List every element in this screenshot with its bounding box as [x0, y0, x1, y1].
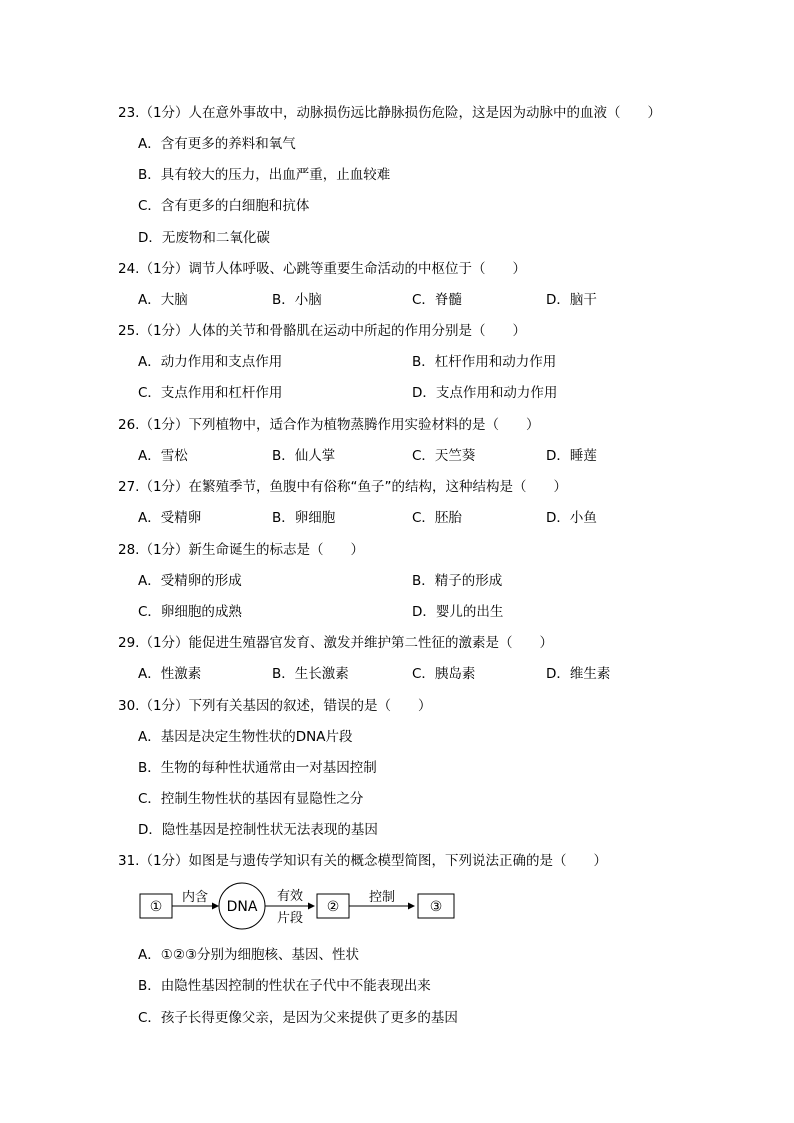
- diagram-arrow-1-label: 内含: [181, 890, 209, 905]
- question-23-option-c[interactable]: C．含有更多的白细胞和抗体: [138, 198, 310, 214]
- question-25-option-d[interactable]: D．支点作用和动力作用: [412, 385, 558, 401]
- question-24-option-d[interactable]: D．脑干: [546, 292, 597, 308]
- question-29-stem: 29.（1分）能促进生殖器官发育、激发并维护第二性征的激素是（ ）: [118, 635, 554, 651]
- question-31-stem: 31.（1分）如图是与遗传学知识有关的概念模型简图，下列说法正确的是（ ）: [118, 853, 608, 869]
- question-31-option-b[interactable]: B．由隐性基因控制的性状在子代中不能表现出来: [138, 978, 431, 994]
- question-28-option-b[interactable]: B．精子的形成: [412, 573, 503, 589]
- question-27-option-d[interactable]: D．小鱼: [546, 510, 597, 526]
- diagram-dna-label: DNA: [226, 899, 258, 915]
- question-27-stem: 27.（1分）在繁殖季节，鱼腹中有俗称“鱼子”的结构，这种结构是（ ）: [118, 479, 568, 495]
- question-23-option-b[interactable]: B．具有较大的压力，出血严重，止血较难: [138, 167, 391, 183]
- question-25-option-b[interactable]: B．杠杆作用和动力作用: [412, 354, 557, 370]
- question-24-option-b[interactable]: B．小脑: [272, 292, 322, 308]
- question-28-option-d[interactable]: D．婴儿的出生: [412, 604, 504, 620]
- question-25-option-c[interactable]: C．支点作用和杠杆作用: [138, 385, 283, 401]
- question-24-option-c[interactable]: C．脊髓: [412, 292, 462, 308]
- question-31-option-a[interactable]: A．①②③分别为细胞核、基因、性状: [138, 947, 360, 963]
- question-26-option-a[interactable]: A．雪松: [138, 448, 188, 464]
- question-26-stem: 26.（1分）下列植物中，适合作为植物蒸腾作用实验材料的是（ ）: [118, 417, 540, 433]
- question-29-option-d[interactable]: D．维生素: [546, 666, 611, 682]
- question-25-option-a[interactable]: A．动力作用和支点作用: [138, 354, 283, 370]
- question-24-option-a[interactable]: A．大脑: [138, 292, 188, 308]
- question-30-option-a[interactable]: A．基因是决定生物性状的DNA片段: [138, 729, 353, 745]
- question-30-option-c[interactable]: C．控制生物性状的基因有显隐性之分: [138, 791, 364, 807]
- concept-model-diagram: [138, 882, 468, 934]
- question-27-option-c[interactable]: C．胚胎: [412, 510, 462, 526]
- question-26-option-c[interactable]: C．天竺葵: [412, 448, 476, 464]
- diagram-box-1-label: ①: [149, 899, 163, 915]
- question-29-option-c[interactable]: C．胰岛素: [412, 666, 476, 682]
- question-28-option-c[interactable]: C．卵细胞的成熟: [138, 604, 242, 620]
- question-23-stem: 23.（1分）人在意外事故中，动脉损伤远比静脉损伤危险，这是因为动脉中的血液（ ）: [118, 105, 662, 121]
- question-25-stem: 25.（1分）人体的关节和骨骼肌在运动中所起的作用分别是（ ）: [118, 323, 527, 339]
- diagram-box-2-label: ②: [326, 899, 340, 915]
- question-29-option-b[interactable]: B．生长激素: [272, 666, 349, 682]
- question-26-option-b[interactable]: B．仙人掌: [272, 448, 336, 464]
- question-23-option-d[interactable]: D．无废物和二氧化碳: [138, 230, 270, 246]
- diagram-arrow-2-top-label: 有效: [276, 889, 304, 904]
- diagram-arrow-2-bottom-label: 片段: [276, 911, 304, 926]
- question-23-option-a[interactable]: A．含有更多的养料和氧气: [138, 136, 296, 152]
- question-27-option-a[interactable]: A．受精卵: [138, 510, 202, 526]
- question-26-option-d[interactable]: D．睡莲: [546, 448, 597, 464]
- question-27-option-b[interactable]: B．卵细胞: [272, 510, 336, 526]
- diagram-arrow-3-label: 控制: [368, 890, 396, 905]
- question-28-stem: 28.（1分）新生命诞生的标志是（ ）: [118, 542, 365, 558]
- question-24-stem: 24.（1分）调节人体呼吸、心跳等重要生命活动的中枢位于（ ）: [118, 261, 527, 277]
- question-31-option-c[interactable]: C．孩子长得更像父亲，是因为父来提供了更多的基因: [138, 1010, 458, 1026]
- question-29-option-a[interactable]: A．性激素: [138, 666, 202, 682]
- question-30-option-d[interactable]: D．隐性基因是控制性状无法表现的基因: [138, 822, 378, 838]
- question-28-option-a[interactable]: A．受精卵的形成: [138, 573, 242, 589]
- diagram-box-3-label: ③: [429, 899, 443, 915]
- question-30-option-b[interactable]: B．生物的每种性状通常由一对基因控制: [138, 760, 377, 776]
- question-30-stem: 30.（1分）下列有关基因的叙述，错误的是（ ）: [118, 698, 432, 714]
